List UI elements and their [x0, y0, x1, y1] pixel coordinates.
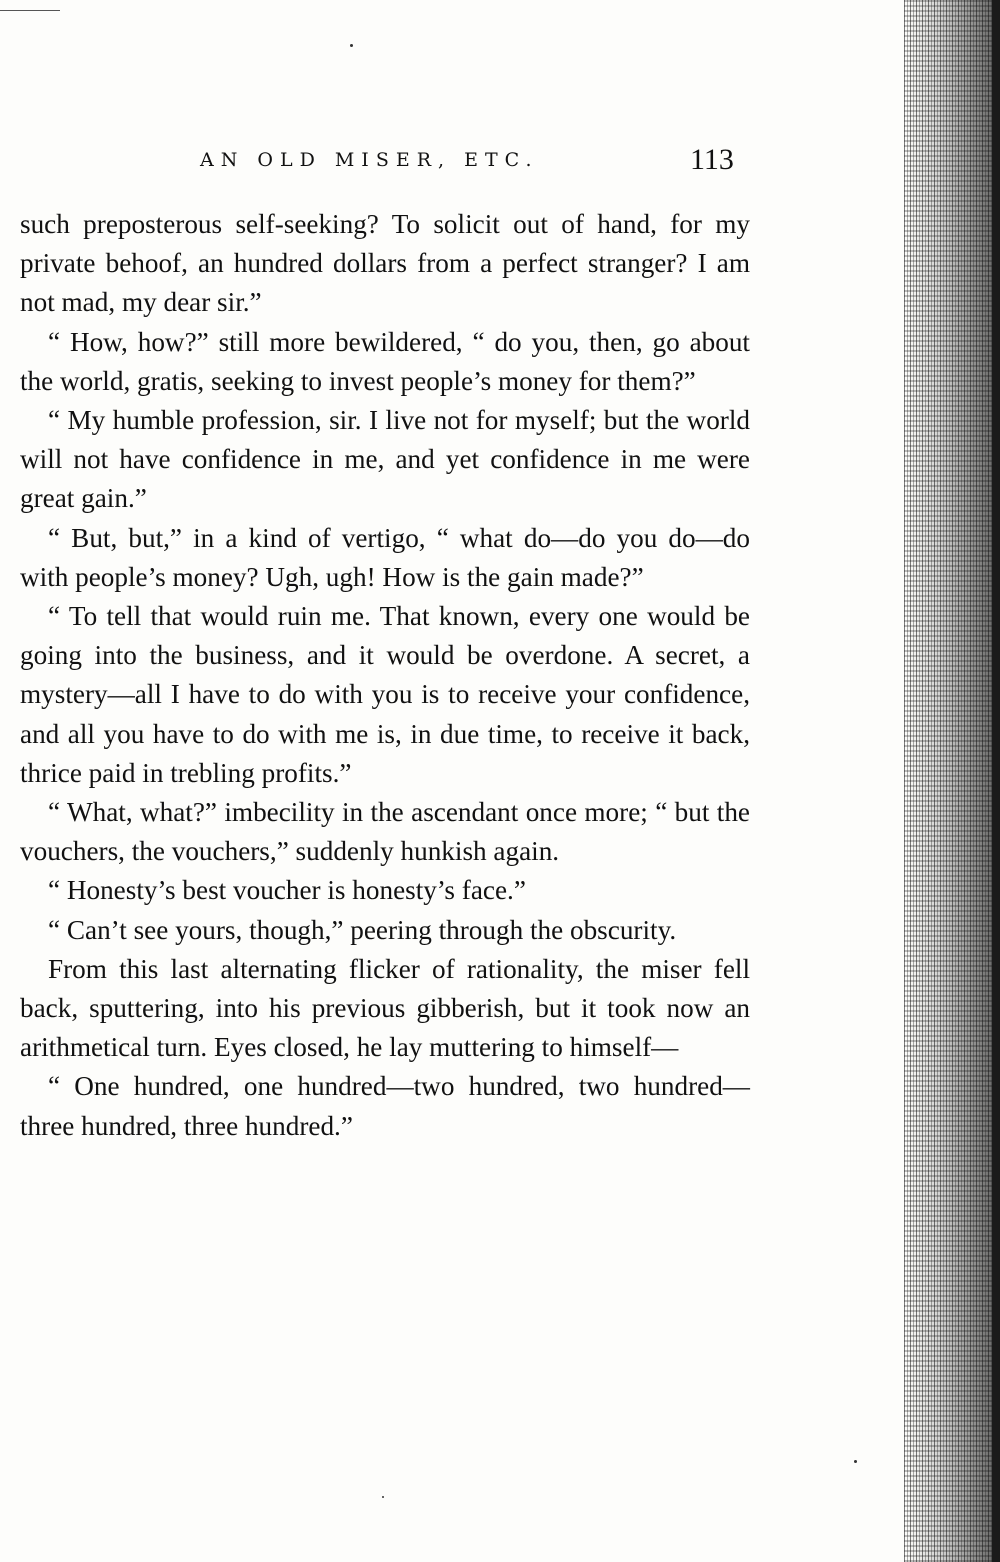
paragraph: “ Honesty’s best voucher is honesty’s face.”: [48, 875, 526, 906]
paragraph: “ Can’t see yours, though,” peering through the obscurity.: [48, 914, 677, 945]
paragraph: “ My humble profession, sir. I live not for myself; but the world will not have confidence in me, and yet confidence in me were great gain.”: [20, 405, 750, 514]
ink-speck: [350, 44, 353, 47]
paragraph: “ One hundred, one hundred—two hundred, two hundred—three hundred, three hundred.”: [20, 1071, 750, 1141]
ink-speck: [382, 1496, 384, 1498]
paragraph: “ But, but,” in a kind of vertigo, “ what do—do you do—do with people’s money? Ugh, ugh! How is the gain made?”: [20, 522, 750, 592]
ink-speck: [854, 1460, 857, 1463]
running-head: [200, 143, 760, 179]
page-edge-dark: [992, 0, 1000, 1562]
running-title: AN OLD MISER, ETC.: [200, 149, 539, 171]
paragraph: From this last alternating flicker of rationality, the miser fell back, sputtering, into his previous gibberish, but it took now an arithmetical turn. Eyes closed, he lay muttering to himself—: [20, 953, 750, 1063]
body-text: [20, 205, 750, 1146]
paragraph: “ What, what?” imbecility in the ascendant once more; “ but the vouchers, the vouchers,” suddenly hunkish again.: [20, 797, 750, 867]
page-number: 113: [690, 143, 734, 176]
paragraph: “ To tell that would ruin me. That known, every one would be going into the business, and it would be overdone. A secret, a mystery—all I have to do with you is to receive your confidence, and all you have to do with me is, in due time, to receive it back, thrice paid in trebling profits.”: [20, 601, 750, 788]
page-edge-shadow: [904, 0, 1000, 1562]
paragraph: such preposterous self-seeking? To solicit out of hand, for my private behoof, an hundred dollars from a perfect stranger? I am not mad, my dear sir.”: [20, 209, 750, 318]
paragraph: “ How, how?” still more bewildered, “ do you, then, go about the world, gratis, seeking to invest people’s money for them?”: [20, 326, 750, 396]
top-rule: [0, 10, 60, 11]
